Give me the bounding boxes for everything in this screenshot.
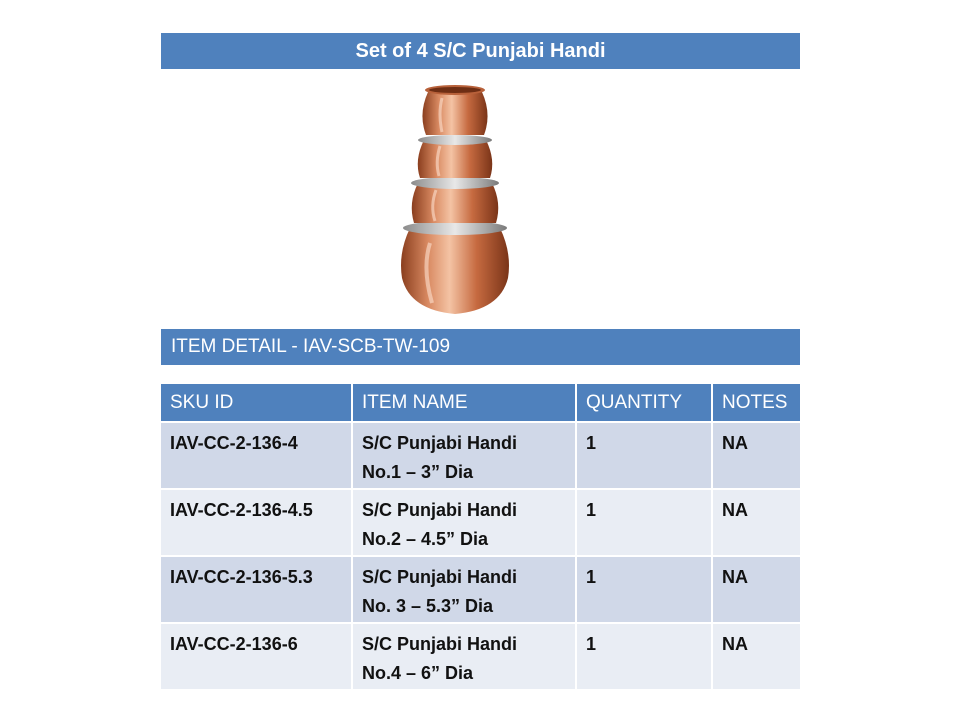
item-name-cell (352, 556, 576, 623)
notes-cell: NA (712, 489, 800, 556)
item-name-line2: No.1 – 3” Dia (362, 462, 474, 482)
item-name-line2: No.4 – 6” Dia (362, 663, 474, 683)
quantity-cell: 1 (576, 556, 712, 623)
table-row (161, 422, 800, 489)
quantity-cell: 1 (576, 422, 712, 489)
table-row (161, 489, 800, 556)
item-name-line2: No. 3 – 5.3” Dia (362, 596, 494, 616)
notes-cell: NA (712, 556, 800, 623)
item-name-cell (352, 489, 576, 556)
quantity-cell: 1 (576, 623, 712, 690)
notes-cell: NA (712, 422, 800, 489)
notes-cell: NA (712, 623, 800, 690)
item-detail-heading: ITEM DETAIL - IAV-SCB-TW-109 (161, 329, 800, 365)
item-name-line1: S/C Punjabi Handi (362, 634, 518, 654)
table-row (161, 556, 800, 623)
item-name-line1: S/C Punjabi Handi (362, 500, 518, 520)
column-header-quantity: QUANTITY (576, 384, 712, 422)
item-name-line1: S/C Punjabi Handi (362, 433, 518, 453)
column-header-sku-id: SKU ID (161, 384, 352, 422)
column-header-notes: NOTES (712, 384, 800, 422)
sku-cell: IAV-CC-2-136-6 (161, 623, 352, 690)
sku-cell: IAV-CC-2-136-4 (161, 422, 352, 489)
item-name-cell (352, 623, 576, 690)
item-name-line1: S/C Punjabi Handi (362, 567, 518, 587)
item-table (161, 384, 800, 691)
table-row (161, 623, 800, 690)
column-header-item-name: ITEM NAME (352, 384, 576, 422)
item-name-line2: No.2 – 4.5” Dia (362, 529, 489, 549)
table-header-row (161, 384, 800, 422)
product-image-stacked-handi (380, 78, 530, 318)
page-title: Set of 4 S/C Punjabi Handi (161, 33, 800, 69)
quantity-cell: 1 (576, 489, 712, 556)
sku-cell: IAV-CC-2-136-4.5 (161, 489, 352, 556)
item-name-cell (352, 422, 576, 489)
sku-cell: IAV-CC-2-136-5.3 (161, 556, 352, 623)
